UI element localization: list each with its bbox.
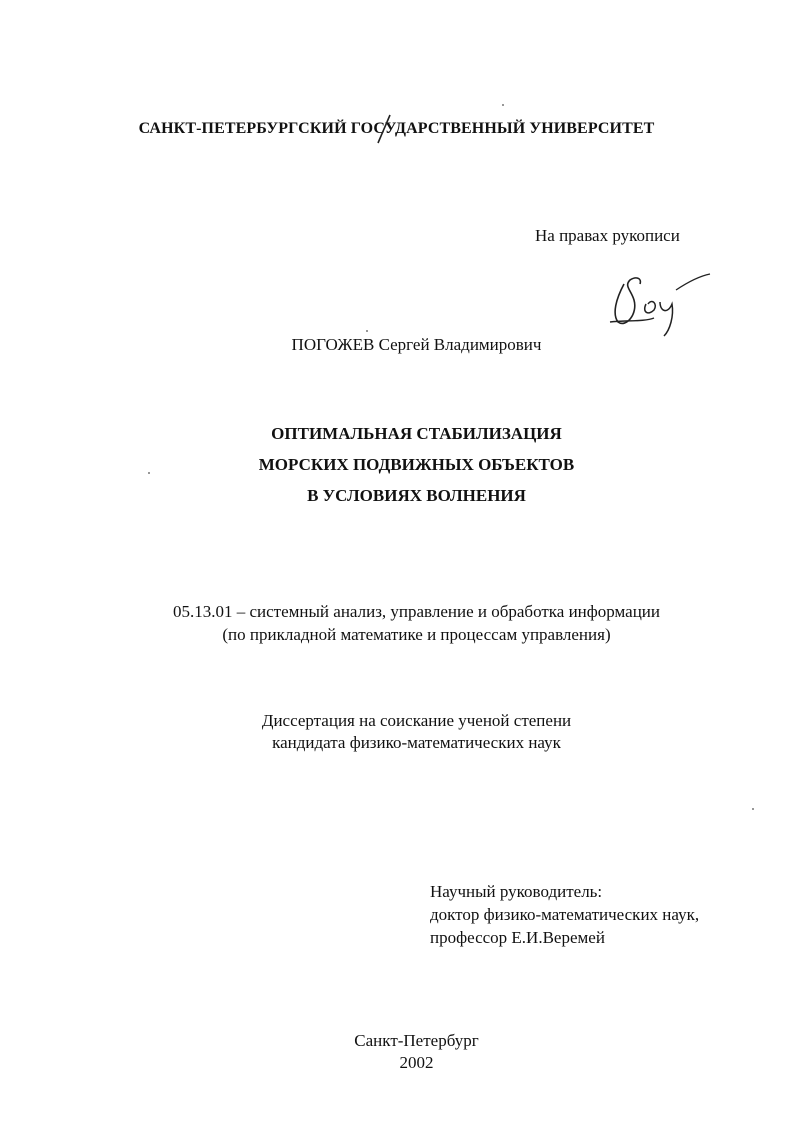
manuscript-rights-note: На правах рукописи [535,226,680,245]
scan-speck [366,330,368,332]
scan-speck [502,104,504,106]
advisor-line: Научный руководитель: [430,882,603,901]
handwritten-signature-icon [604,264,724,344]
degree-statement [0,710,793,754]
specialty-line: (по прикладной математике и процессам управления) [222,625,611,644]
specialty-line: 05.13.01 – системный анализ, управление и обработка информации [172,602,660,621]
scan-speck [752,808,754,810]
degree-line: Диссертация на соискание ученой степени [261,711,572,730]
title-line: МОРСКИХ ПОДВИЖНЫХ ОБЪЕКТОВ [258,455,575,474]
year: 2002 [399,1053,434,1072]
scientific-advisor [430,880,699,949]
pen-stroke-icon [372,113,394,145]
author-name: ПОГОЖЕВ Сергей Владимирович [291,335,542,354]
specialty-code [0,600,793,646]
city: Санкт-Петербург [354,1031,479,1050]
title-line: В УСЛОВИЯХ ВОЛНЕНИЯ [307,486,526,505]
title-line: ОПТИМАЛЬНАЯ СТАБИЛИЗАЦИЯ [271,424,562,443]
dissertation-title [0,418,793,511]
university-name: САНКТ-ПЕТЕРБУРГСКИЙ ГОСУДАРСТВЕННЫЙ УНИВЕРСИТЕТ [138,120,655,137]
scan-speck [148,472,150,474]
advisor-line: профессор Е.И.Веремей [430,928,605,947]
advisor-line: доктор физико-математических наук, [430,905,700,924]
place-and-year [0,1030,793,1074]
degree-line: кандидата физико-математических наук [272,733,561,752]
